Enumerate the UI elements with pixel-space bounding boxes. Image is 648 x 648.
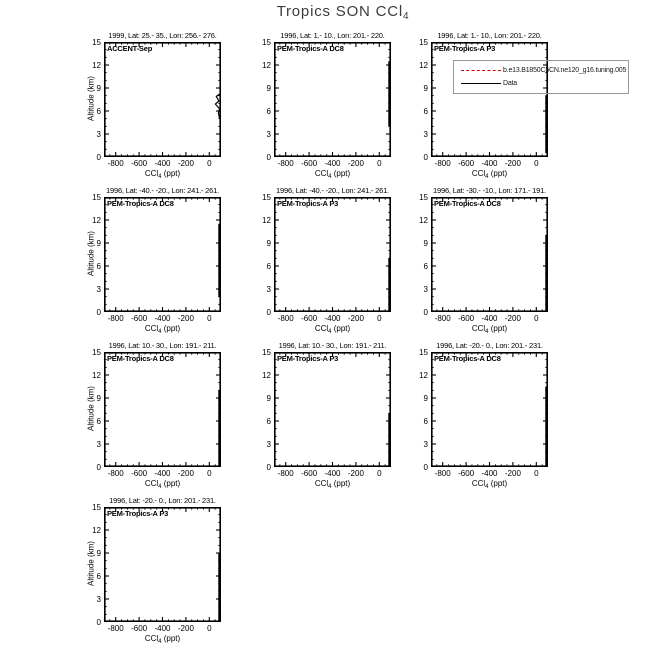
x-tick-label: -200 [177,624,194,633]
y-tick-label: 0 [266,152,271,162]
y-tick-label: 15 [262,37,271,47]
axis-label-text: (ppt) [331,324,351,333]
y-tick-label: 3 [266,284,271,294]
y-tick-label: 3 [96,129,101,139]
y-tick-label: 6 [266,261,271,271]
axis-label-text: 4 [158,484,162,490]
plot-area [274,197,391,312]
x-tick-label: -600 [301,159,318,168]
axis-label-text: 4 [158,639,162,645]
x-tick-label: -400 [481,314,498,323]
y-tick-label: 3 [423,284,428,294]
x-tick-label: -200 [347,159,364,168]
y-tick-label: 6 [96,261,101,271]
legend-model-label: b.e13.B1850C5CN.ne120_g16.tuning.005 [503,66,627,74]
legend-entry-data [461,79,517,87]
y-tick-label: 0 [423,462,428,472]
y-tick-label: 15 [419,192,428,202]
y-axis-label: Altitude (km) [86,386,96,431]
y-tick-label: 12 [262,215,271,225]
plot-area [431,197,548,312]
x-tick-label: -400 [154,624,171,633]
x-tick-label: 0 [207,314,212,323]
axis-label-text: (ppt) [488,169,508,178]
plot-area [274,352,391,467]
axis-label-text: CCl [144,634,159,643]
chart-title-subscript: 4 [403,11,410,22]
y-tick-label: 0 [96,617,101,627]
plot-area [431,352,548,467]
y-tick-label: 3 [266,129,271,139]
x-tick-label: 0 [207,624,212,633]
y-tick-label: 15 [92,502,101,512]
x-tick-label: 0 [207,159,212,168]
axis-label-text: CCl [144,324,159,333]
y-tick-label: 9 [266,393,271,403]
x-axis-label [431,479,548,490]
x-tick-label: -200 [347,469,364,478]
x-tick-label: -800 [107,624,124,633]
legend-box [453,60,629,94]
y-tick-label: 9 [96,238,101,248]
panel-campaign-label: PEM-Tropics-A P3 [107,509,169,518]
y-tick-label: 12 [419,370,428,380]
x-tick-label: -800 [107,159,124,168]
x-tick-label: -200 [177,159,194,168]
y-tick-label: 6 [266,106,271,116]
x-axis-label [104,169,221,180]
y-axis-label: Altitude (km) [86,76,96,121]
x-tick-label: -600 [131,624,148,633]
axis-label-text: CCl [144,169,159,178]
panel-header: 1996, Lat: 10.- 30., Lon: 191.- 211. [278,341,387,350]
x-tick-label: -800 [434,314,451,323]
x-tick-label: -600 [131,159,148,168]
x-axis-label [104,324,221,335]
y-tick-label: 0 [266,462,271,472]
y-tick-label: 3 [423,129,428,139]
x-tick-label: -400 [481,469,498,478]
y-axis-label: Altitude (km) [86,541,96,586]
y-tick-label: 0 [423,307,428,317]
x-axis-label [104,479,221,490]
x-tick-label: 0 [534,159,539,168]
axis-label-text: 4 [485,329,489,335]
axis-label-text: CCl [471,479,486,488]
y-axis-label: Altitude (km) [86,231,96,276]
x-tick-label: -200 [177,469,194,478]
plot-area [104,42,221,157]
y-tick-label: 9 [96,548,101,558]
y-tick-label: 6 [96,571,101,581]
data-series-line [215,94,219,118]
axis-label-text: (ppt) [161,324,181,333]
panel-header: 1996, Lat: -20.- 0., Lon: 201.- 231. [109,496,216,505]
y-tick-label: 6 [96,106,101,116]
y-tick-label: 15 [92,37,101,47]
x-tick-label: -800 [107,314,124,323]
x-tick-label: 0 [377,469,382,478]
panel-header: 1996, Lat: -40.- -20., Lon: 241.- 261. [276,186,389,195]
axis-label-text: CCl [314,479,329,488]
x-tick-label: -400 [324,314,341,323]
x-tick-label: -400 [324,159,341,168]
x-tick-label: 0 [377,314,382,323]
axis-label-text: (ppt) [161,634,181,643]
x-tick-label: -200 [504,469,521,478]
panel-header: 1996, Lat: 1.- 10., Lon: 201.- 220. [280,31,385,40]
y-tick-label: 15 [262,347,271,357]
x-tick-label: -200 [347,314,364,323]
y-tick-label: 12 [419,215,428,225]
axis-label-text: CCl [471,324,486,333]
y-tick-label: 9 [423,393,428,403]
x-tick-label: -600 [131,314,148,323]
x-tick-label: -200 [177,314,194,323]
x-tick-label: -600 [458,469,475,478]
y-tick-label: 9 [96,393,101,403]
y-tick-label: 15 [92,192,101,202]
plot-area [104,197,221,312]
panel-campaign-label: PEM-Tropics-A DC8 [434,199,501,208]
axis-label-text: 4 [328,484,332,490]
y-tick-label: 0 [266,307,271,317]
y-tick-label: 3 [266,439,271,449]
x-tick-label: 0 [534,314,539,323]
panel-campaign-label: PEM-Tropics-A DC8 [277,44,344,53]
axis-label-text: CCl [144,479,159,488]
axis-label-text: CCl [314,324,329,333]
plot-area [274,42,391,157]
axis-label-text: 4 [158,174,162,180]
y-tick-label: 0 [96,307,101,317]
y-tick-label: 15 [262,192,271,202]
y-tick-label: 9 [423,238,428,248]
y-tick-label: 15 [419,37,428,47]
axis-label-text: 4 [328,174,332,180]
panel-header: 1996, Lat: -30.- -10., Lon: 171.- 191. [433,186,546,195]
x-tick-label: -800 [277,314,294,323]
x-axis-label [274,324,391,335]
x-axis-label [274,169,391,180]
x-tick-label: -400 [154,469,171,478]
y-tick-label: 9 [266,238,271,248]
axis-label-text: CCl [471,169,486,178]
x-tick-label: 0 [377,159,382,168]
axis-label-text: (ppt) [161,169,181,178]
panel-campaign-label: PEM-Tropics-A DC8 [107,199,174,208]
x-tick-label: -800 [107,469,124,478]
y-tick-label: 3 [96,439,101,449]
chart-title [19,3,648,22]
panel-header: 1996, Lat: -40.- -20., Lon: 241.- 261. [106,186,219,195]
panel-campaign-label: ACCENT-Sep [107,44,153,53]
data-line-sample-icon [461,83,501,84]
axis-label-text: (ppt) [331,169,351,178]
axis-label-text: CCl [314,169,329,178]
axis-label-text: 4 [328,329,332,335]
axis-label-text: 4 [158,329,162,335]
y-tick-label: 3 [96,594,101,604]
panel-campaign-label: PEM-Tropics-A P3 [277,199,339,208]
axis-label-text: (ppt) [488,324,508,333]
panel-campaign-label: PEM-Tropics-A DC8 [434,354,501,363]
x-tick-label: -800 [434,469,451,478]
x-axis-label [104,634,221,645]
axis-label-text: (ppt) [161,479,181,488]
y-tick-label: 12 [92,215,101,225]
y-tick-label: 3 [423,439,428,449]
y-tick-label: 6 [423,261,428,271]
y-tick-label: 12 [419,60,428,70]
y-tick-label: 6 [423,416,428,426]
y-tick-label: 0 [96,152,101,162]
axis-label-text: 4 [485,484,489,490]
x-tick-label: -600 [458,314,475,323]
panel-header: 1999, Lat: 25.- 35., Lon: 256.- 276. [108,31,217,40]
x-axis-label [274,479,391,490]
plot-area [104,352,221,467]
x-tick-label: -600 [301,314,318,323]
y-tick-label: 9 [423,83,428,93]
y-tick-label: 12 [92,525,101,535]
y-tick-label: 12 [92,370,101,380]
x-tick-label: -400 [154,159,171,168]
x-tick-label: -800 [277,159,294,168]
y-tick-label: 6 [423,106,428,116]
y-tick-label: 12 [262,60,271,70]
x-axis-label [431,324,548,335]
x-tick-label: -800 [277,469,294,478]
x-tick-label: -200 [504,159,521,168]
x-tick-label: -800 [434,159,451,168]
x-tick-label: -400 [481,159,498,168]
legend-data-label: Data [503,79,517,87]
panel-campaign-label: PEM-Tropics-A P3 [277,354,339,363]
panel-campaign-label: PEM-Tropics-A P3 [434,44,496,53]
x-axis-label [431,169,548,180]
y-tick-label: 9 [266,83,271,93]
panel-header: 1996, Lat: -20.- 0., Lon: 201.- 231. [436,341,543,350]
y-tick-label: 6 [266,416,271,426]
axis-label-text: (ppt) [331,479,351,488]
y-tick-label: 0 [423,152,428,162]
y-tick-label: 0 [96,462,101,472]
x-tick-label: -200 [504,314,521,323]
x-tick-label: -600 [301,469,318,478]
panel-campaign-label: PEM-Tropics-A DC8 [107,354,174,363]
x-tick-label: 0 [207,469,212,478]
axis-label-text: 4 [485,174,489,180]
y-tick-label: 12 [262,370,271,380]
x-tick-label: -400 [324,469,341,478]
chart-title-main: Tropics SON CCl [276,3,404,20]
legend-entry-model [461,66,626,74]
model-line-sample-icon [461,70,501,71]
x-tick-label: -400 [154,314,171,323]
y-tick-label: 3 [96,284,101,294]
y-tick-label: 15 [92,347,101,357]
plot-area [104,507,221,622]
y-tick-label: 9 [96,83,101,93]
panel-header: 1996, Lat: 1.- 10., Lon: 201.- 220. [437,31,542,40]
y-tick-label: 15 [419,347,428,357]
y-tick-label: 12 [92,60,101,70]
x-tick-label: -600 [458,159,475,168]
panel-header: 1996, Lat: 10.- 30., Lon: 191.- 211. [108,341,217,350]
y-tick-label: 6 [96,416,101,426]
x-tick-label: 0 [534,469,539,478]
axis-label-text: (ppt) [488,479,508,488]
x-tick-label: -600 [131,469,148,478]
